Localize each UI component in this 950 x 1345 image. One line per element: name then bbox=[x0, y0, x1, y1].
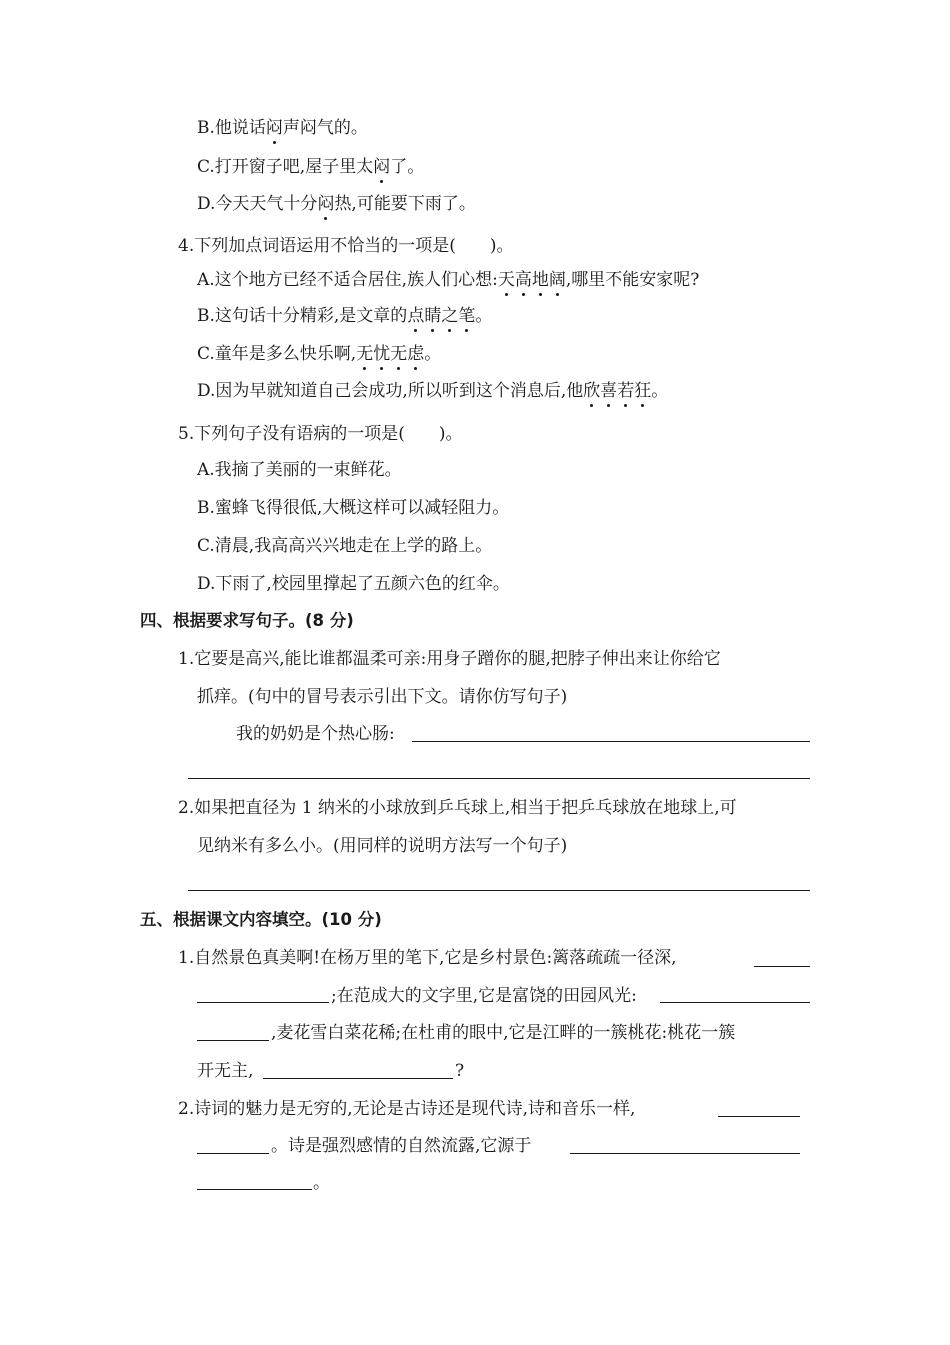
q3-option-d: D.今天天气十分闷热,可能要下雨了。 bbox=[197, 194, 476, 214]
s4-q2-line2: 见纳米有多么小。(用同样的说明方法写一个句子) bbox=[197, 836, 568, 856]
q4-option-c: C.童年是多么快乐啊,无忧无虑。 bbox=[197, 344, 442, 364]
q4-option-a: A.这个地方已经不适合居住,族人们心想:天高地阔,哪里不能安家呢? bbox=[197, 270, 700, 290]
s5-q2-blank-2b[interactable] bbox=[197, 1189, 312, 1190]
s5-q2-blank-2a[interactable] bbox=[570, 1153, 800, 1154]
emphasis-char: 喜 bbox=[600, 381, 618, 401]
emphasis-char: 闷 bbox=[317, 194, 335, 214]
s4-q1-line2: 抓痒。(句中的冒号表示引出下文。请你仿写句子) bbox=[197, 687, 568, 707]
s5-q1-blank-1b[interactable] bbox=[197, 1002, 329, 1003]
s5-q1-line2: ;在范成大的文字里,它是富饶的田园风光: bbox=[331, 986, 637, 1006]
emphasis-char: 阔 bbox=[548, 270, 566, 290]
s5-q1-line1: 1.自然景色真美啊!在杨万里的笔下,它是乡村景色:篱落疏疏一径深, bbox=[178, 948, 677, 968]
q4-option-d: D.因为早就知道自己会成功,所以听到这个消息后,他欣喜若狂。 bbox=[197, 381, 669, 401]
emphasis-char: 之 bbox=[441, 306, 459, 326]
emphasis-char: 闷 bbox=[373, 157, 391, 177]
emphasis-char: 睛 bbox=[424, 306, 442, 326]
emphasis-char: 高 bbox=[514, 270, 532, 290]
s4-q1-prompt: 我的奶奶是个热心肠: bbox=[236, 724, 395, 744]
s4-q1-line1: 1.它要是高兴,能比谁都温柔可亲:用身子蹭你的腿,把脖子伸出来让你给它 bbox=[178, 649, 721, 669]
s4-q1-answer-line-2[interactable] bbox=[188, 778, 810, 779]
s4-q1-answer-line-1[interactable] bbox=[412, 741, 810, 742]
emphasis-char: 欣 bbox=[583, 381, 601, 401]
s5-q1-blank-1a[interactable] bbox=[754, 966, 810, 967]
q4-stem: 4.下列加点词语运用不恰当的一项是( )。 bbox=[178, 236, 514, 256]
emphasis-char: 天 bbox=[497, 270, 515, 290]
emphasis-char: 狂 bbox=[634, 381, 652, 401]
s4-q2-line1: 2.如果把直径为 1 纳米的小球放到乒乓球上,相当于把乒乓球放在地球上,可 bbox=[178, 798, 737, 818]
s4-q2-answer-line[interactable] bbox=[188, 890, 810, 891]
s5-q2-line2: 。诗是强烈感情的自然流露,它源于 bbox=[271, 1136, 532, 1156]
q3-option-b: B.他说话闷声闷气的。 bbox=[197, 118, 368, 138]
q5-option-b: B.蜜蜂飞得很低,大概这样可以减轻阻力。 bbox=[197, 498, 510, 518]
emphasis-char: 若 bbox=[617, 381, 635, 401]
emphasis-char: 地 bbox=[531, 270, 549, 290]
s5-q1-line4a: 开无主, bbox=[197, 1061, 254, 1081]
q5-option-d: D.下雨了,校园里撑起了五颜六色的红伞。 bbox=[197, 574, 510, 594]
emphasis-char: 无 bbox=[356, 344, 374, 364]
s5-q1-line4b: ? bbox=[455, 1061, 465, 1081]
emphasis-char: 笔 bbox=[458, 306, 476, 326]
q3-option-c: C.打开窗子吧,屋子里太闷了。 bbox=[197, 157, 425, 177]
emphasis-char: 虑 bbox=[407, 344, 425, 364]
s5-q1-blank-3[interactable] bbox=[263, 1078, 453, 1079]
section-5-title: 五、根据课文内容填空。(10 分) bbox=[140, 910, 382, 929]
s5-q1-blank-2a[interactable] bbox=[660, 1002, 810, 1003]
s5-q2-line1: 2.诗词的魅力是无穷的,无论是古诗还是现代诗,诗和音乐一样, bbox=[178, 1099, 636, 1119]
s5-q1-line3: ,麦花雪白菜花稀;在杜甫的眼中,它是江畔的一簇桃花:桃花一簇 bbox=[271, 1023, 736, 1043]
q5-option-a: A.我摘了美丽的一束鲜花。 bbox=[197, 460, 402, 480]
q5-stem: 5.下列句子没有语病的一项是( )。 bbox=[178, 424, 463, 444]
s5-q2-blank-1a[interactable] bbox=[718, 1116, 800, 1117]
emphasis-char: 无 bbox=[390, 344, 408, 364]
emphasis-char: 闷 bbox=[265, 118, 283, 138]
s5-q1-blank-2b[interactable] bbox=[197, 1040, 269, 1041]
q5-option-c: C.清晨,我高高兴兴地走在上学的路上。 bbox=[197, 536, 493, 556]
emphasis-char: 忧 bbox=[373, 344, 391, 364]
s5-q2-blank-1b[interactable] bbox=[197, 1153, 269, 1154]
section-4-title: 四、根据要求写句子。(8 分) bbox=[140, 611, 354, 630]
emphasis-char: 点 bbox=[407, 306, 425, 326]
q4-option-b: B.这句话十分精彩,是文章的点睛之笔。 bbox=[197, 306, 493, 326]
s5-q2-line3: 。 bbox=[313, 1173, 330, 1193]
